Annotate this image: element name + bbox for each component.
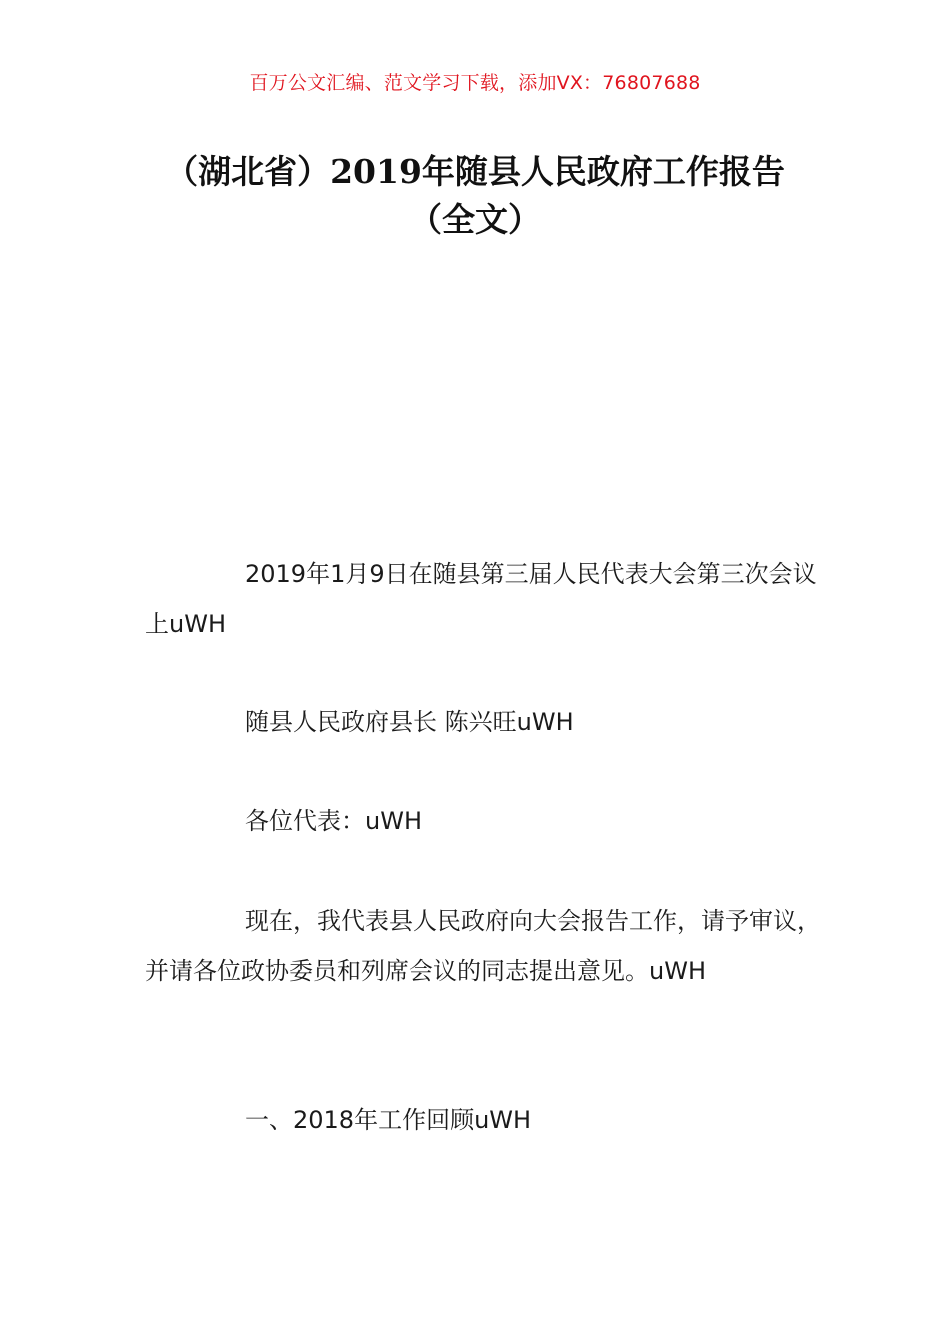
paragraph-speaker xyxy=(145,697,825,747)
document-title xyxy=(120,148,830,244)
paragraph-meeting-date xyxy=(145,549,825,649)
title-line-2: （全文） xyxy=(409,200,541,239)
paragraph-introduction xyxy=(145,896,825,996)
paragraph-salutation xyxy=(145,796,825,846)
paragraph-text: 一、2018年工作回顾uWH xyxy=(245,1106,532,1134)
section-heading-review xyxy=(145,1095,825,1145)
paragraph-text: 2019年1月9日在随县第三届人民代表大会第三次会议上uWH xyxy=(145,560,817,638)
paragraph-text: 随县人民政府县长 陈兴旺uWH xyxy=(245,708,574,736)
title-line-1: （湖北省）2019年随县人民政府工作报告 xyxy=(165,152,785,191)
page-header-watermark-text: 百万公文汇编、范文学习下载，添加VX：76807688 xyxy=(249,72,701,94)
paragraph-text: 各位代表：uWH xyxy=(245,807,422,835)
paragraph-text: 现在，我代表县人民政府向大会报告工作，请予审议，并请各位政协委员和列席会议的同志提出意见。uWH xyxy=(145,907,821,985)
